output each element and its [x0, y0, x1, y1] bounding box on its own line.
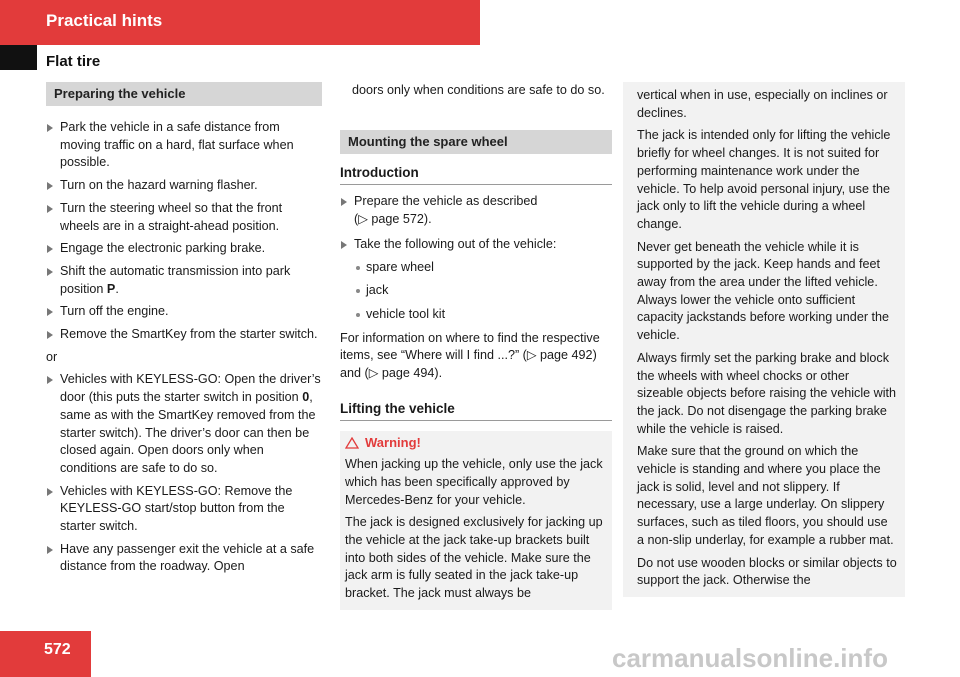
step-parking-brake: Engage the electronic parking brake.	[46, 240, 322, 258]
page-number: 572	[44, 641, 71, 658]
warning-header	[345, 434, 607, 452]
step-shift-end: .	[115, 281, 119, 296]
subsection-lifting: Lifting the vehicle	[340, 400, 612, 422]
info-text: For information on where to find the respective items, see “Where will I find ...?” (▷ page 492) and (▷ page 494).	[340, 330, 600, 381]
step-keyless-open	[46, 371, 322, 477]
header-tab	[0, 45, 37, 70]
item-tool-kit: vehicle tool kit	[340, 306, 612, 324]
column-2	[340, 82, 612, 610]
warning-cont-1: vertical when in use, especially on inclines or declines.	[637, 88, 888, 120]
or-label: or	[46, 349, 58, 364]
warning-label: Warning!	[365, 435, 421, 451]
keyless-open-rest: , same as with the SmartKey removed from the starter switch). The driver’s door can then be closed again. Open doors only when conditions are safe to do so.	[60, 390, 316, 475]
continuation-text: doors only when conditions are safe to do so.	[352, 83, 605, 97]
warning-cont-4: Always firmly set the parking brake and block the wheels with wheel chocks or other sizeable objects before raising the vehicle with the jack. Do not disengage the parking brake while the vehicle is raised.	[637, 350, 897, 436]
warning-para-2: The jack is designed exclusively for jacking up the vehicle at the jack take-up brackets built into both sides of the vehicle. Make sure the jack arm is fully seated in the jack take-up bracket. The jack must always be	[345, 515, 603, 601]
column-3	[623, 82, 905, 597]
step-prepare-vehicle	[340, 193, 612, 228]
warning-box-continued	[623, 82, 905, 597]
warning-icon	[345, 437, 359, 449]
warning-cont-5: Make sure that the ground on which the vehicle is standing and where you place the jack is solid, level and not slippery. If necessary, use a large underlay. On slippery surfaces, such as tiled floors, you should use a non-slip underlay, for example a rubber mat.	[637, 444, 894, 547]
warning-cont-3: Never get beneath the vehicle while it is supported by the jack. Keep hands and feet away from the area under the lifted vehicle. Always lower the vehicle onto sufficient capacity jackstands before working under the vehicle.	[637, 239, 890, 343]
item-jack: jack	[340, 282, 612, 300]
step-remove-key: Remove the SmartKey from the starter switch.	[46, 326, 322, 344]
page-subtitle: Flat tire	[46, 53, 101, 70]
step-shift-park	[46, 263, 322, 298]
page-ref-572: (▷ page 572).	[354, 212, 432, 227]
step-steering: Turn the steering wheel so that the front wheels are in a straight-ahead position.	[46, 200, 322, 235]
gear-position: P	[106, 281, 116, 296]
chapter-title: Practical hints	[46, 11, 163, 30]
section-title-preparing: Preparing the vehicle	[46, 82, 322, 106]
header-bar	[0, 0, 480, 45]
step-engine-off: Turn off the engine.	[46, 303, 322, 321]
step-park: Park the vehicle in a safe distance from moving traffic on a hard, flat surface when possible.	[46, 119, 322, 172]
item-spare-wheel: spare wheel	[340, 259, 612, 277]
section-title-mounting: Mounting the spare wheel	[340, 130, 612, 154]
starter-position: 0	[302, 390, 310, 405]
warning-cont-6: Do not use wooden blocks or similar objects to support the jack. Otherwise the	[637, 555, 897, 588]
step-hazard: Turn on the hazard warning flasher.	[46, 177, 322, 195]
column-1	[46, 82, 322, 581]
step-take-out: Take the following out of the vehicle:	[340, 236, 612, 254]
step-shift-text: Shift the automatic transmission into park position	[60, 263, 291, 296]
step-keyless-remove: Vehicles with KEYLESS-GO: Remove the KEYLESS-GO start/stop button from the starter switch.	[46, 483, 322, 536]
prepare-text: Prepare the vehicle as described	[354, 194, 538, 209]
warning-box	[340, 431, 612, 609]
subsection-introduction: Introduction	[340, 164, 612, 186]
watermark: carmanualsonline.info	[612, 643, 888, 673]
keyless-open-text: Vehicles with KEYLESS-GO: Open the driver’s door (this puts the starter switch in position	[60, 372, 321, 405]
step-passenger-exit: Have any passenger exit the vehicle at a safe distance from the roadway. Open	[46, 541, 322, 576]
page-number-box	[0, 631, 91, 677]
warning-para-1: When jacking up the vehicle, only use the jack which has been specifically approved by Mercedes-Benz for your vehicle.	[345, 457, 603, 507]
warning-cont-2: The jack is intended only for lifting the vehicle briefly for wheel changes. It is not suited for performing maintenance work under the vehicle. To help avoid personal injury, use the jack only to lift the vehicle during a wheel change.	[637, 128, 891, 231]
